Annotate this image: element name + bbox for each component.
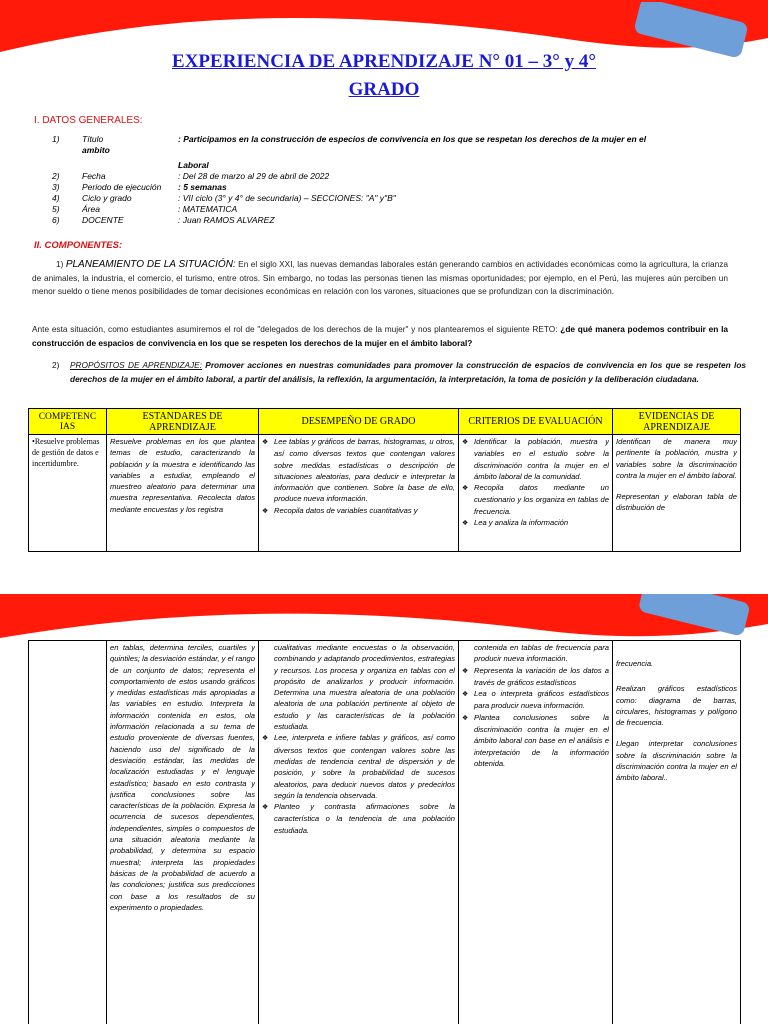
general-row: 6) DOCENTE : Juan RAMOS ALVAREZ (52, 215, 275, 225)
section-heading-datos-generales: I. DATOS GENERALES: (34, 115, 143, 126)
evidencias-cell (613, 435, 741, 552)
competencia-cell (29, 641, 107, 1024)
page-gap (0, 552, 768, 594)
criterio-item: ❖ Plantea conclusiones sobre la discriminación contra la mujer en el ámbito laboral con base en el análisis e interpretación de la información obtenida. (462, 712, 609, 769)
general-row: 1) Título : Participamos en la construcción de especios de convivencia en los que se respetan los derechos de la mujer en el (52, 134, 647, 144)
estandar-cell: en tablas, determina terciles, cuartiles y quintiles; la desviación estándar, y el rango de un conjunto de datos; representa el comportamiento de estos usando gráficos y medidas estadísticas más apropiadas a las variables en estudio. Interpreta la información contenida en estos, ola información relacionada a su tema de estudio proveniente de diversas fuentes, haciendo uso del significado de la desviación estándar, las medidas de localización estudiadas y el lenguaje estadístico; basado en esto contrasta y justifica conclusiones sobre las características de la población. Expresa la ocurrencia de sucesos dependientes, independientes, simples o compuestos de una situación aleatoria mediante la probabilidad, y determina su espacio muestral; interpreta las propiedades básicas de la probabilidad de acuerdo a las condiciones; justifica sus predicciones con base a los resultados de su experimento o propiedades. (107, 641, 259, 1024)
general-row: 5) Área : MATEMATICA (52, 204, 238, 214)
criterio-item: ❖ Lea y analiza la información (462, 517, 609, 529)
section-heading-componentes: II. COMPONENTES: (34, 240, 123, 251)
desempeno-item: ❖ Planteo y contrasta afirmaciones sobre la característica o la tendencia de una población estudiada. (262, 801, 455, 836)
planeamiento-paragraph: 1) PLANEAMIENTO DE LA SITUACIÓN: En el siglo XXI, las nuevas demandas laborales están generando cambios en actividades económicas como la agricultura, la crianza de animales, la industria, el comercio, el turismo, entre otros. Sin embargo, no todas las personas tienen las mismas oportunidades; por ejemplo, en el Perú, las mujeres aún perciben un menor sueldo o tiene menos posibilidades de tomar decisiones económicas en relación con los varones, situaciones que se profundizan con la discriminación. (32, 259, 729, 297)
header-criterios: CRITERIOS DE EVALUACIÓN (459, 409, 613, 435)
header-evidencias: EVIDENCIAS DE APRENDIZAJE (613, 409, 741, 435)
propositos-paragraph: 2) PROPÓSITOS DE APRENDIZAJE: Promover acciones en nuestras comunidades para promover la construcción de espacios de convivencia en los que se respeten los derechos de la mujer en el ámbito laboral, a partir del análisis, la reflexión, la argumentación, la interpretación, la toma de posición y la deliberación ciudadana. (52, 360, 747, 384)
document-page-2 (0, 594, 768, 1024)
header-competencias: COMPETENC IAS (29, 409, 107, 435)
header-estandares: ESTANDARES DE APRENDIZAJE (107, 409, 259, 435)
evidencia-item: Llegan interpretar conclusiones sobre la discriminación sobre la discriminación contra la mujer en el ámbito laboral.. (616, 739, 737, 783)
blue-tab-decoration (628, 594, 758, 640)
estandar-cell: Resuelve problemas en los que plantea temas de estudio, caracterizando la población y la muestra e identificando las variables a estudiar, empleando el muestreo aleatorio para determinar una muestra representativa. Recolecta datos mediante encuestas y los registra (107, 435, 259, 552)
page-title-line-1: EXPERIENCIA DE APRENDIZAJE N° 01 – 3° y 4° (172, 51, 596, 72)
criterio-item: ❖ Lea o interpreta gráficos estadísticos para producir nueva información. (462, 688, 609, 712)
competencia-cell: •Resuelve problemas de gestión de datos e incertidumbre. (29, 435, 107, 552)
general-row: ambito (82, 145, 110, 155)
criterios-cell (459, 641, 613, 1024)
page-title-line-2: GRADO (348, 79, 420, 100)
desempeno-item: ❖ Lee tablas y gráficos de barras, histogramas, u otros, así como diversos textos que contengan valores sobre medidas estadísticas o descripción de situaciones aleatorias, para deducir e interpretar la información que contienen. Sobre la base de ello, produce nueva información. (262, 436, 455, 505)
desempeno-item: ❖ Lee, interpreta e infiere tablas y gráficos, así como diversos textos que contengan valores sobre las medidas de tendencia central de dispersión y de posición, y sobre la probabilidad de sucesos aleatorios, para deducir nuevos datos y predecirlos según la tendencia observada. (262, 732, 455, 801)
desempeno-item: ❖ Recopila datos de variables cuantitativas y (262, 505, 455, 517)
evidencia-item: Representan y elaboran tabla de distribución de (616, 492, 737, 513)
desempeno-continuation: cualitativas mediante encuestas o la observación, combinando y adaptando procedimientos, estrategias y recursos. Los procesa y organiza en tablas con el propósito de analizarlos y producir información. Determina una muestra aleatoria de una población aleatoria de una población pertinente al objeto de estudio y las características de la población estudiada. (274, 643, 455, 732)
competencias-table-page-1 (28, 408, 741, 552)
general-row: 4) Ciclo y grado : VII ciclo (3° y 4° de secundaria) – SECCIONES: "A" y"B" (52, 193, 396, 203)
evidencia-item: frecuencia. (616, 659, 654, 668)
reto-paragraph: Ante esta situación, como estudiantes asumiremos el rol de "delegados de los derechos de la mujer" y nos plantearemos el siguiente RETO: ¿de qué manera podemos contribuir en la construcción de espacios de convivencia en los que se respeten los derechos de la mujer en el ámbito laboral? (32, 324, 728, 348)
criterio-item: ❖ Identificar la población, muestra y variables en el estudio sobre la discriminación contra la mujer en el ámbito laboral de la comunidad. (462, 436, 609, 482)
general-row: 2) Fecha : Del 28 de marzo al 29 de abril de 2022 (52, 171, 330, 181)
desempeno-cell (259, 641, 459, 1024)
competencias-table-page-2 (28, 640, 741, 1024)
evidencia-item: Identifican de manera muy pertinente la población, mustra y variables sobre la discriminación contra la mujer en el ámbito laboral. (616, 437, 737, 480)
criterio-continuation: contenida en tablas de frecuencia para producir nueva información. (474, 643, 609, 664)
general-data-list (52, 134, 742, 226)
desempeno-cell (259, 435, 459, 552)
evidencias-cell (613, 641, 741, 1024)
general-row: Laboral (178, 160, 209, 170)
evidencia-item: Realizan gráficos estadísticos como: diagrama de barras, circulares, histogramas y polígono de frecuencia. (616, 684, 737, 728)
criterios-cell (459, 435, 613, 552)
criterio-item: ❖ Recopila datos mediante un cuestionario y los organiza en tablas de frecuencia. (462, 482, 609, 517)
header-desempeno: DESEMPEÑO DE GRADO (259, 409, 459, 435)
criterio-item: ❖ Representa la variación de los datos a través de gráficos estadísticos (462, 665, 609, 689)
general-row: 3) Periodo de ejecución : 5 semanas (52, 182, 227, 192)
